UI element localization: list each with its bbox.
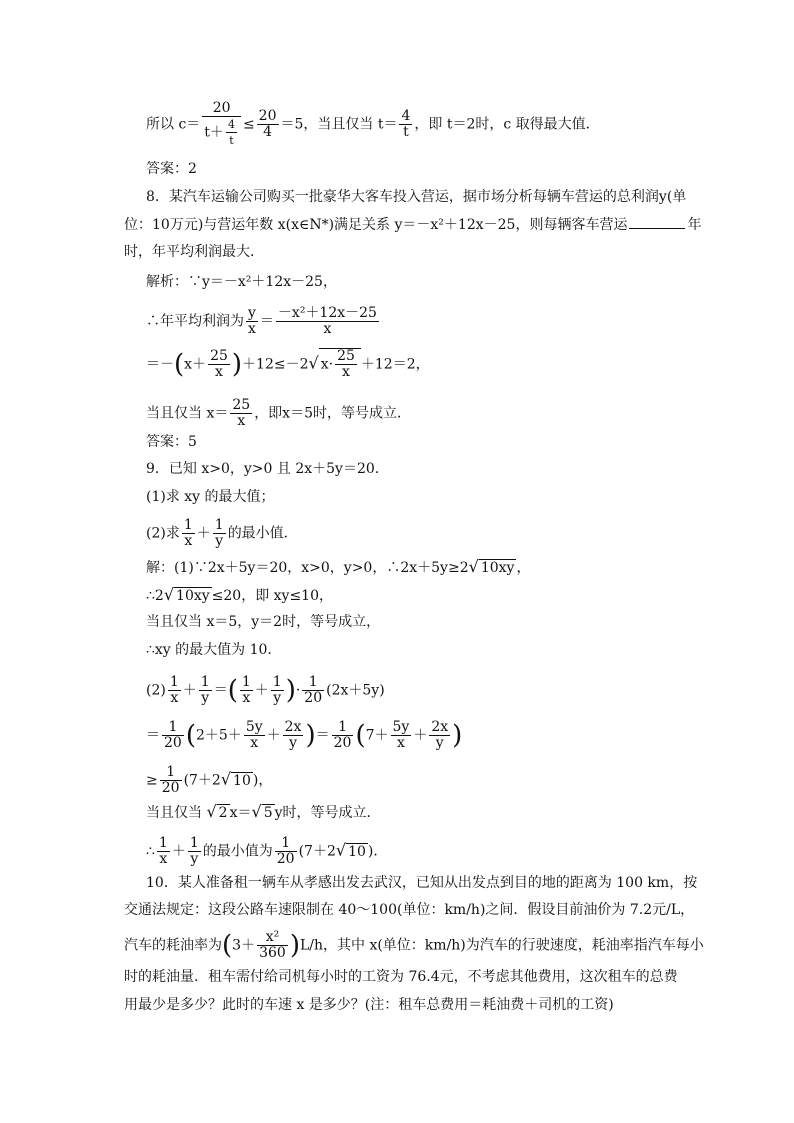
solution-9-line-4: ∴xy 的最大值为 10. [146,642,272,658]
solution-7-conclusion: 所以 c＝ 20 t＋ $\frac{4}{t}$ ≤ $\frac{20}{4}$ ＝5，当且仅当 t＝ $\frac{4}{t}$ ，即 t＝2时，c 取得最大值． [146,100,600,147]
solution-9-line-3: 当且仅当 x＝5，y＝2时，等号成立， [146,614,381,630]
solution-8-line-1: 解析：∵y＝－x²＋12x－25， [146,274,337,290]
question-9-part-2: (2)求 $\frac{1}{x}$ ＋ $\frac{1}{y}$ 的最小值． [146,517,298,549]
solution-9-line-7: ≥ $\frac{1}{20}$ (7＋2√ 10 )， [146,764,273,796]
question-9-part-1: (1)求 xy 的最大值； [146,489,275,505]
solution-8-line-2: ∴年平均利润为 $\frac{y}{x}$ ＝ $\frac{\text{－x²＋12x－25}}{x}$ [146,305,377,337]
question-10-line-2: 交通法规定：这段公路车速限制在 40～100(单位：km/h)之间．假设目前油价为 7.2元/L， [124,902,695,918]
question-10-line-4: 时的耗油量．租车需付给司机每小时的工资为 76.4元，不考虑其他费用，这次租车的总费 [124,969,678,985]
solution-9-line-5: (2) $\frac{1}{x}$ ＋ $\frac{1}{y}$ ＝( $\frac{1}{x}$ ＋ $\frac{1}{y}$ )· $\frac{1}{20}$ (2x＋5y) [146,674,385,706]
question-10-line-5: 用最少是多少？此时的车速 x 是多少？(注：租车总费用＝耗油费＋司机的工资) [124,997,614,1013]
solution-9-line-1: 解：(1)∵2x＋5y＝20，x>0，y>0，∴2x＋5y≥2√ 10xy ， [146,557,531,576]
answer-8: 答案：5 [146,434,197,450]
solution-9-line-2: ∴2√ 10xy ≤20，即 xy≤10， [146,585,334,604]
question-8-line-3: 时，年平均利润最大． [124,244,264,260]
question-8-line-1: 8．某汽车运输公司购买一批豪华大客车投入营运，据市场分析每辆车营运的总利润y(单 [146,189,687,205]
question-10-line-1: 10．某人准备租一辆车从孝感出发去武汉，已知从出发点到目的地的距离为 100 km，按 [146,875,698,891]
solution-8-line-4: 当且仅当 x＝ $\frac{25}{x}$ ，即x＝5时，等号成立． [146,397,411,429]
question-8-line-2: 位：10万元)与营运年数 x(x∈N*)满足关系 y＝－x²＋12x－25，则每辆客车营运 年 [124,217,702,233]
solution-8-line-3: ＝－(x＋ $\frac{25}{x}$ )＋12≤－2√ x· $\frac{25}{x}$ ＋12＝2， [146,348,430,380]
solution-9-line-6: ＝ $\frac{1}{20}$ (2＋5＋ $\frac{5y}{x}$ ＋ $\frac{2x}{y}$ )＝ $\frac{1}{20}$ (7＋ $\frac{5y}{x}$ ＋ $\frac{2x}{y}$ ) [146,719,463,751]
answer-7: 答案：2 [146,161,197,177]
solution-9-line-9: ∴ $\frac{1}{x}$ ＋ $\frac{1}{y}$ 的最小值为 $\frac{1}{20}$ (7＋2√ 10 )． [146,835,388,867]
solution-9-line-8: 当且仅当 √ 2 x＝√ 5 y时，等号成立． [146,802,381,821]
question-9-line-1: 9．已知 x>0，y>0 且 2x＋5y＝20. [146,461,380,477]
answer-blank [629,216,685,229]
question-10-line-3: 汽车的耗油率为(3＋ $\frac{\text{x²}}{360}$ )L/h，其中 x(单位：km/h)为汽车的行驶速度，耗油率指汽车每小 [124,929,704,961]
